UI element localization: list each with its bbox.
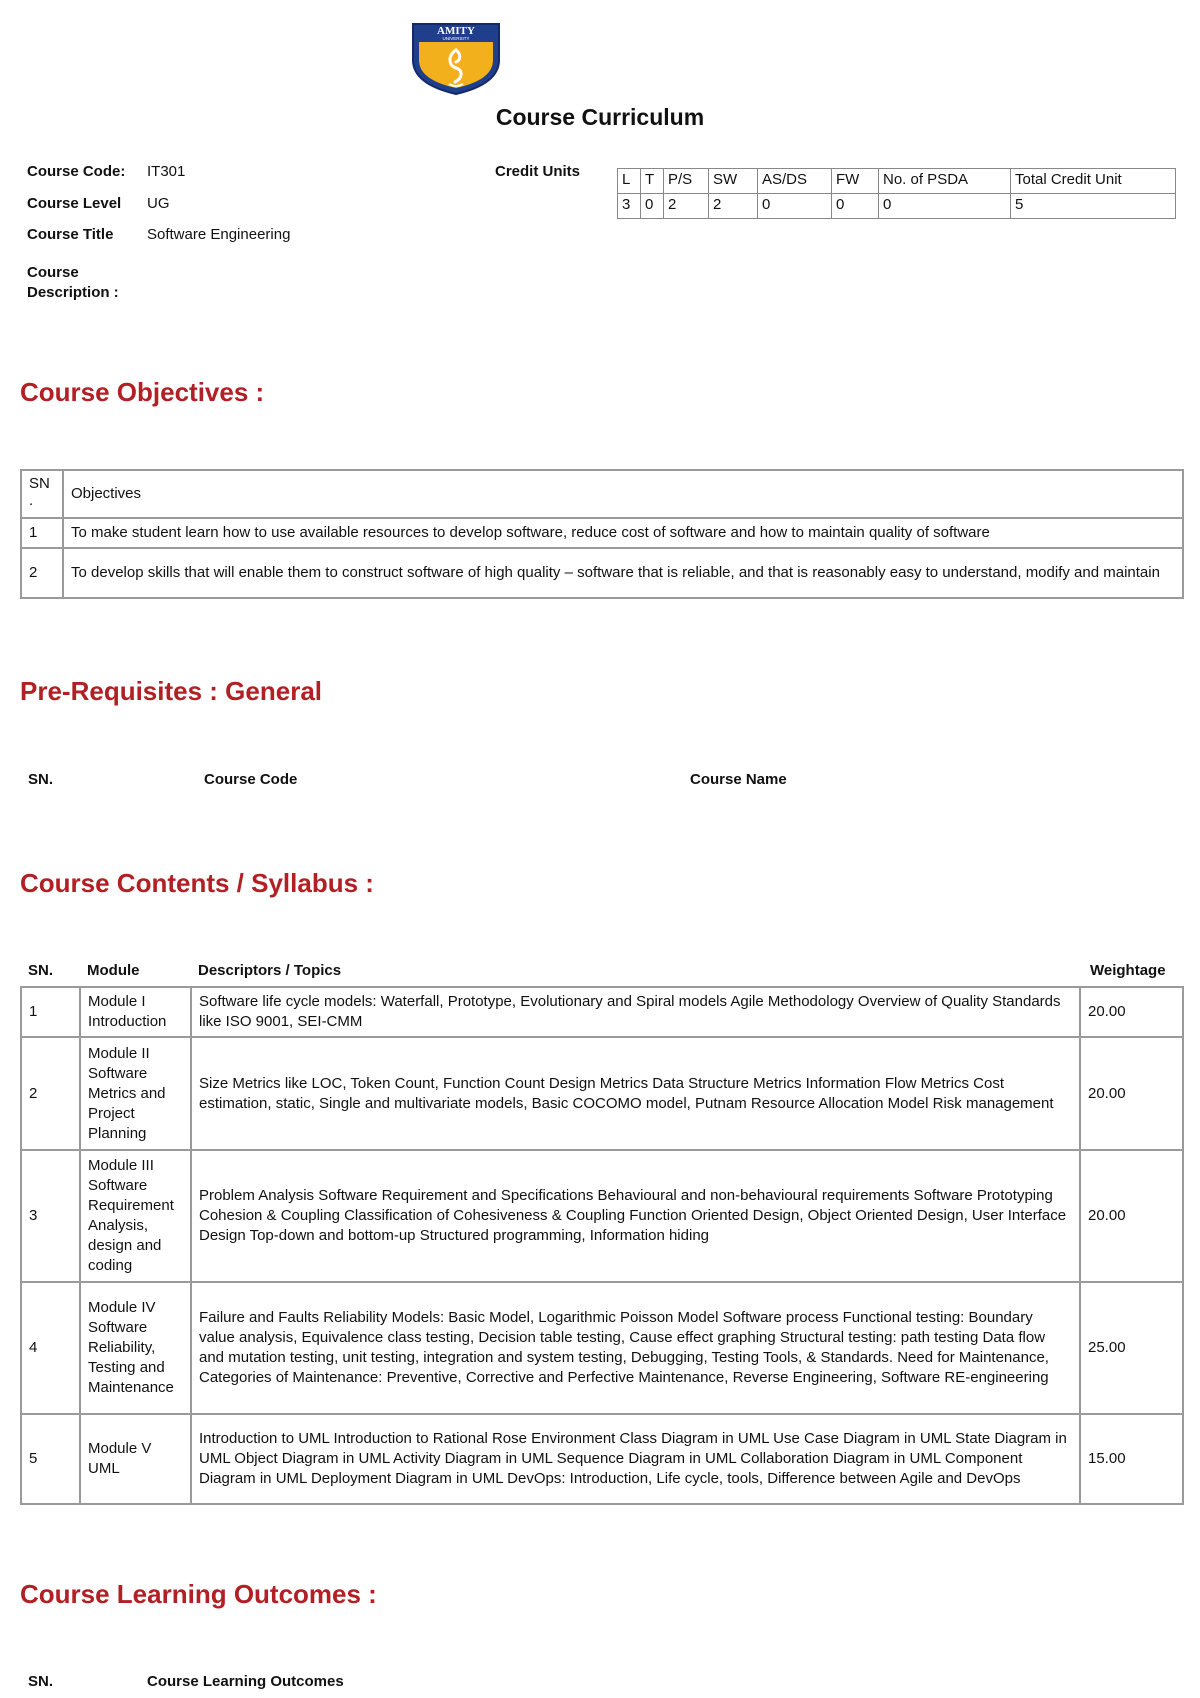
course-level-label: Course Level xyxy=(27,195,122,212)
objectives-sn-cell: 2 xyxy=(21,548,63,598)
credit-value-cell: 0 xyxy=(758,194,832,219)
syllabus-weightage-header: Weightage xyxy=(1090,962,1166,979)
logo-text: AMITY xyxy=(437,25,475,37)
credit-header-cell: Total Credit Unit xyxy=(1011,169,1176,194)
credit-value-cell: 3 xyxy=(618,194,641,219)
syllabus-row xyxy=(21,1037,1183,1150)
credit-header-cell: T xyxy=(641,169,664,194)
prerequisites-heading: Pre-Requisites : General xyxy=(20,676,322,706)
credit-header-cell: L xyxy=(618,169,641,194)
objectives-col-header: Objectives xyxy=(63,470,1183,518)
syllabus-topics-cell: Problem Analysis Software Requirement and Specifications Behavioural and non-behavioural requirements Software Prototyping Cohesion & Coupling Classification of Cohesiveness & Coupling Function Oriented Design, Object Oriented Design, User Interface Design Top-down and bottom-up Structured programming, Information hiding xyxy=(191,1150,1080,1282)
syllabus-row xyxy=(21,987,1183,1037)
credit-value-cell: 2 xyxy=(709,194,758,219)
credit-value-cell: 2 xyxy=(664,194,709,219)
syllabus-module-header: Module xyxy=(87,962,140,979)
syllabus-heading: Course Contents / Syllabus : xyxy=(20,868,374,898)
syllabus-topics-cell: Size Metrics like LOC, Token Count, Function Count Design Metrics Data Structure Metrics Information Flow Metrics Cost estimation, static, Single and multivariate models, Basic COCOMO model, Putnam Resource Allocation Model Risk management xyxy=(191,1037,1080,1150)
credit-value-cell: 0 xyxy=(641,194,664,219)
course-code-value: IT301 xyxy=(147,163,186,180)
credit-header-cell: No. of PSDA xyxy=(879,169,1011,194)
objectives-sn-header-line1: SN xyxy=(29,475,50,492)
objectives-sn-cell: 1 xyxy=(21,518,63,548)
syllabus-sn-cell: 4 xyxy=(21,1282,80,1414)
outcomes-sn-header: SN. xyxy=(28,1673,54,1690)
syllabus-module-cell: Module IV Software Reliability, Testing and Maintenance xyxy=(80,1282,191,1414)
syllabus-topics-cell: Introduction to UML Introduction to Rational Rose Environment Class Diagram in UML Use Case Diagram in UML State Diagram in UML Object Diagram in UML Activity Diagram in UML Sequence Diagram in UML Collaboration Diagram in UML Component Diagram in UML Deployment Diagram in UML DevOps: Introduction, Life cycle, tools, Difference between Agile and DevOps xyxy=(191,1414,1080,1504)
objectives-header-row xyxy=(21,470,1183,518)
syllabus-weightage-cell: 20.00 xyxy=(1080,1037,1183,1150)
syllabus-weightage-cell: 25.00 xyxy=(1080,1282,1183,1414)
objectives-text-cell: To make student learn how to use available resources to develop software, reduce cost of software and how to maintain quality of software xyxy=(63,518,1183,548)
outcomes-heading: Course Learning Outcomes : xyxy=(20,1579,377,1609)
logo-subtext: UNIVERSITY xyxy=(442,36,470,41)
credit-units-table xyxy=(617,168,1176,219)
objectives-table xyxy=(20,469,1184,599)
credit-header-cell: P/S xyxy=(664,169,709,194)
syllabus-topics-header: Descriptors / Topics xyxy=(198,962,342,979)
page-title: Course Curriculum xyxy=(495,104,705,130)
syllabus-sn-cell: 5 xyxy=(21,1414,80,1504)
course-title-label: Course Title xyxy=(27,226,114,243)
credit-units-value-row xyxy=(618,194,1176,219)
credit-header-cell: AS/DS xyxy=(758,169,832,194)
credit-value-cell: 0 xyxy=(879,194,1011,219)
syllabus-table xyxy=(20,986,1184,1505)
objectives-heading: Course Objectives : xyxy=(20,377,265,407)
objectives-sn-header xyxy=(21,470,63,518)
objectives-row xyxy=(21,548,1183,598)
objectives-row xyxy=(21,518,1183,548)
objectives-sn-header-line2: . xyxy=(29,492,34,509)
syllabus-module-cell: Module I Introduction xyxy=(80,987,191,1037)
credit-value-cell: 0 xyxy=(832,194,879,219)
syllabus-weightage-cell: 15.00 xyxy=(1080,1414,1183,1504)
syllabus-row xyxy=(21,1414,1183,1504)
syllabus-module-cell: Module III Software Requirement Analysis, design and coding xyxy=(80,1150,191,1282)
course-title-value: Software Engineering xyxy=(147,226,291,243)
syllabus-module-cell: Module II Software Metrics and Project Planning xyxy=(80,1037,191,1150)
syllabus-topics-cell: Failure and Faults Reliability Models: Basic Model, Logarithmic Poisson Model Software process Functional testing: Boundary value analysis, Equivalence class testing, Decision table testing, Cause effect graphing Structural testing: path testing Data flow and mutation testing, unit testing, integration and system testing, Debugging, Testing Tools, & Standards. Need for Maintenance, Categories of Maintenance: Preventive, Corrective and Perfective Maintenance, Reverse Engineering, Software RE-engineering xyxy=(191,1282,1080,1414)
course-code-label: Course Code: xyxy=(27,163,126,180)
syllabus-sn-cell: 3 xyxy=(21,1150,80,1282)
course-description-label-line2: Description : xyxy=(27,284,119,301)
credit-header-cell: SW xyxy=(709,169,758,194)
prereq-sn-header: SN. xyxy=(28,771,54,788)
syllabus-weightage-cell: 20.00 xyxy=(1080,987,1183,1037)
prereq-name-header: Course Name xyxy=(690,771,787,788)
credit-units-label: Credit Units xyxy=(495,163,581,180)
outcomes-col-header: Course Learning Outcomes xyxy=(147,1673,344,1690)
syllabus-row xyxy=(21,1282,1183,1414)
syllabus-sn-cell: 1 xyxy=(21,987,80,1037)
syllabus-sn-header: SN. xyxy=(28,962,54,979)
credit-units-header-row xyxy=(618,169,1176,194)
course-level-value: UG xyxy=(147,195,170,212)
amity-university-logo xyxy=(409,20,503,96)
course-description-label-line1: Course xyxy=(27,264,79,281)
credit-value-cell: 5 xyxy=(1011,194,1176,219)
credit-header-cell: FW xyxy=(832,169,879,194)
syllabus-sn-cell: 2 xyxy=(21,1037,80,1150)
syllabus-module-cell: Module V UML xyxy=(80,1414,191,1504)
syllabus-weightage-cell: 20.00 xyxy=(1080,1150,1183,1282)
prereq-code-header: Course Code xyxy=(204,771,298,788)
syllabus-row xyxy=(21,1150,1183,1282)
objectives-text-cell: To develop skills that will enable them to construct software of high quality – software that is reliable, and that is reasonably easy to understand, modify and maintain xyxy=(63,548,1183,598)
syllabus-topics-cell: Software life cycle models: Waterfall, Prototype, Evolutionary and Spiral models Agile Methodology Overview of Quality Standards like ISO 9001, SEI-CMM xyxy=(191,987,1080,1037)
